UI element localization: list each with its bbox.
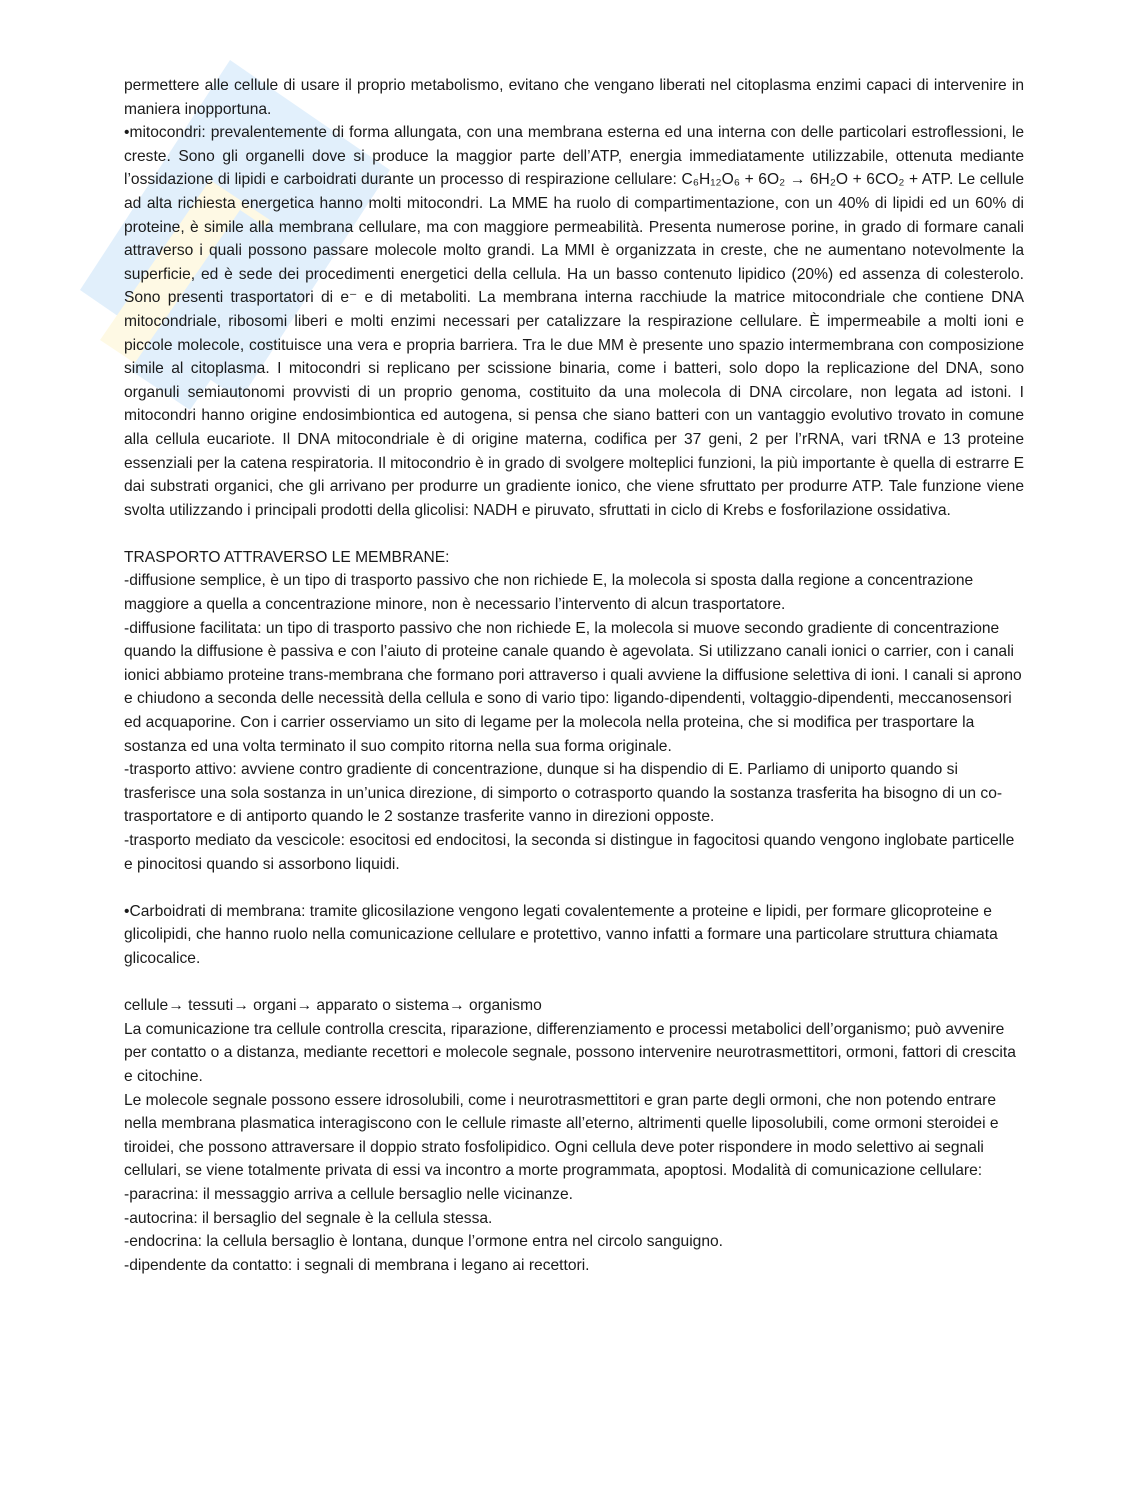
paragraph-diffusione-facilitata: -diffusione facilitata: un tipo di trasporto passivo che non richiede E, la molecola si muove secondo gradiente di concentrazione quando la diffusione è passiva e con l’aiuto di proteine canale quando è agevolata. Si utilizzano canali ionici o carrier, con i canali ionici abbiamo proteine trans-membrana che formano pori attraverso i quali avviene la diffusione selettiva di ioni. I canali si aprono e chiudono a seconda delle necessità della cellula e sono di vario tipo: ligando-dipendenti, voltaggio-dipendenti, meccanosensori ed acquaporine. Con i carrier osserviamo un sito di legame per la molecola nella proteina, che si modifica per trasportare la sostanza ed una volta terminato il suo compito ritorna nella sua forma originale.: [124, 619, 1022, 755]
list-item-paracrina: -paracrina: il messaggio arriva a cellule bersaglio nelle vicinanze.: [124, 1185, 573, 1203]
paragraph-diffusione-semplice: -diffusione semplice, è un tipo di trasporto passivo che non richiede E, la molecola si sposta dalla regione a concentrazione maggiore a quella a concentrazione minore, non è necessario l’intervento di alcun trasportatore.: [124, 572, 974, 614]
paragraph-intro: permettere alle cellule di usare il proprio metabolismo, evitano che vengano liberati nel citoplasma enzimi capaci di intervenire in maniera inopportuna.: [124, 77, 1024, 118]
list-item-contatto: -dipendente da contatto: i segnali di membrana i legano ai recettori.: [124, 1256, 590, 1274]
spacer: [124, 971, 1024, 995]
paragraph-comunicazione: La comunicazione tra cellule controlla crescita, riparazione, differenziamento e processi metabolici dell’organismo; può avvenire per contatto o a distanza, mediante recettori e molecole segnale, possono intervenire neurotrasmettitori, ormoni, fattori di crescita e citochine.: [124, 1020, 1016, 1085]
paragraph-molecole-segnale: Le molecole segnale possono essere idrosolubili, come i neurotrasmettitori e gran parte degli ormoni, che non potendo entrare nella membrana plasmatica interagiscono con le cellule rimaste all’eterno, altrimenti quelle liposolubili, come ormoni steroidei e tiroidei, che possono attraversare il doppio strato fosfolipidico. Ogni cellula deve poter rispondere in modo selettivo ai segnali cellulari, se viene totalmente privata di essi va incontro a morte programmata, apoptosi. Modalità di comunicazione cellulare:: [124, 1091, 999, 1180]
paragraph-trasporto-attivo: -trasporto attivo: avviene contro gradiente di concentrazione, dunque si ha dispendio di E. Parliamo di uniporto quando si trasferisce una sola sostanza in un’unica direzione, di simporto o cotrasporto quando la sostanza trasferita ha bisogno di un co-trasportatore e di antiporto quando le 2 sostanze trasferite vanno in direzioni opposte.: [124, 761, 1003, 826]
paragraph-gerarchia: cellule→ tessuti→ organi→ apparato o sistema→ organismo: [124, 997, 542, 1015]
spacer: [124, 876, 1024, 900]
section-heading-trasporto: TRASPORTO ATTRAVERSO LE MEMBRANE:: [124, 548, 450, 566]
paragraph-mitocondri: •mitocondri: prevalentemente di forma allungata, con una membrana esterna ed una interna con delle particolari estroflessioni, le creste. Sono gli organelli dove si produce la maggior parte dell’ATP, energia immediatamente utilizzabile, ottenuta mediante l’ossidazione di lipidi e carboidrati durante un processo di respirazione cellulare: C₆H₁₂O₆ + 6O₂ → 6H₂O + 6CO₂ + ATP. Le cellule ad alta richiesta energetica hanno molti mitocondri. La MME ha ruolo di compartimentazione, con un 40% di lipidi ed un 60% di proteine, è simile alla membrana cellulare, ma con maggiore permeabilità. Presenta numerose porine, in grado di formare canali attraverso i quali possono passare molecole molto grandi. La MMI è organizzata in creste, che ne aumentano notevolmente la superficie, ed è sede dei procedimenti energetici della cellula. Ha un basso contenuto lipidico (20%) ed assenza di colesterolo. Sono presenti trasportatori di e⁻ e di metaboliti. La membrana interna racchiude la matrice mitocondriale che contiene DNA mitocondriale, ribosomi liberi e molti enzimi necessari per catalizzare la respirazione cellulare. È impermeabile a molti ioni e piccole molecole, costituisce una vera e propria barriera. Tra le due MM è presente uno spazio intermembrana con composizione simile al citoplasma. I mitocondri si replicano per scissione binaria, come i batteri, solo dopo la replicazione del DNA, sono organuli semiautonomi provvisti di un proprio genoma, costituito da una molecola di DNA circolare, non legata ad istoni. I mitocondri hanno origine endosimbiontica ed autogena, si pensa che siano batteri con un vantaggio evolutivo trovato in comune alla cellula eucariote. Il DNA mitocondriale è di origine materna, codifica per 37 geni, 2 per l’rRNA, vari tRNA e 13 proteine essenziali per la catena respiratoria. Il mitocondrio è in grado di svolgere molteplici funzioni, la più importante è quella di estrarre E dai substrati organici, che gli arrivano per produrre un gradiente ionico, che viene sfruttato per produrre ATP. Tale funzione viene svolta utilizzando i principali prodotti della glicolisi: NADH e piruvato, sfruttati in ciclo di Krebs e fosforilazione ossidativa.: [124, 124, 1024, 519]
document-body: [124, 74, 1024, 1277]
list-item-endocrina: -endocrina: la cellula bersaglio è lontana, dunque l’ormone entra nel circolo sanguigno.: [124, 1233, 724, 1251]
paragraph-carboidrati: •Carboidrati di membrana: tramite glicosilazione vengono legati covalentemente a proteine e lipidi, per formare glicoproteine e glicolipidi, che hanno ruolo nella comunicazione cellulare e protettivo, vanno infatti a formare una particolare struttura chiamata glicocalice.: [124, 902, 998, 967]
paragraph-vescicole: -trasporto mediato da vescicole: esocitosi ed endocitosi, la seconda si distingue in fagocitosi quando vengono inglobate particelle e pinocitosi quando si assorbono liquidi.: [124, 832, 1015, 873]
list-item-autocrina: -autocrina: il bersaglio del segnale è la cellula stessa.: [124, 1209, 493, 1227]
spacer: [124, 522, 1024, 546]
